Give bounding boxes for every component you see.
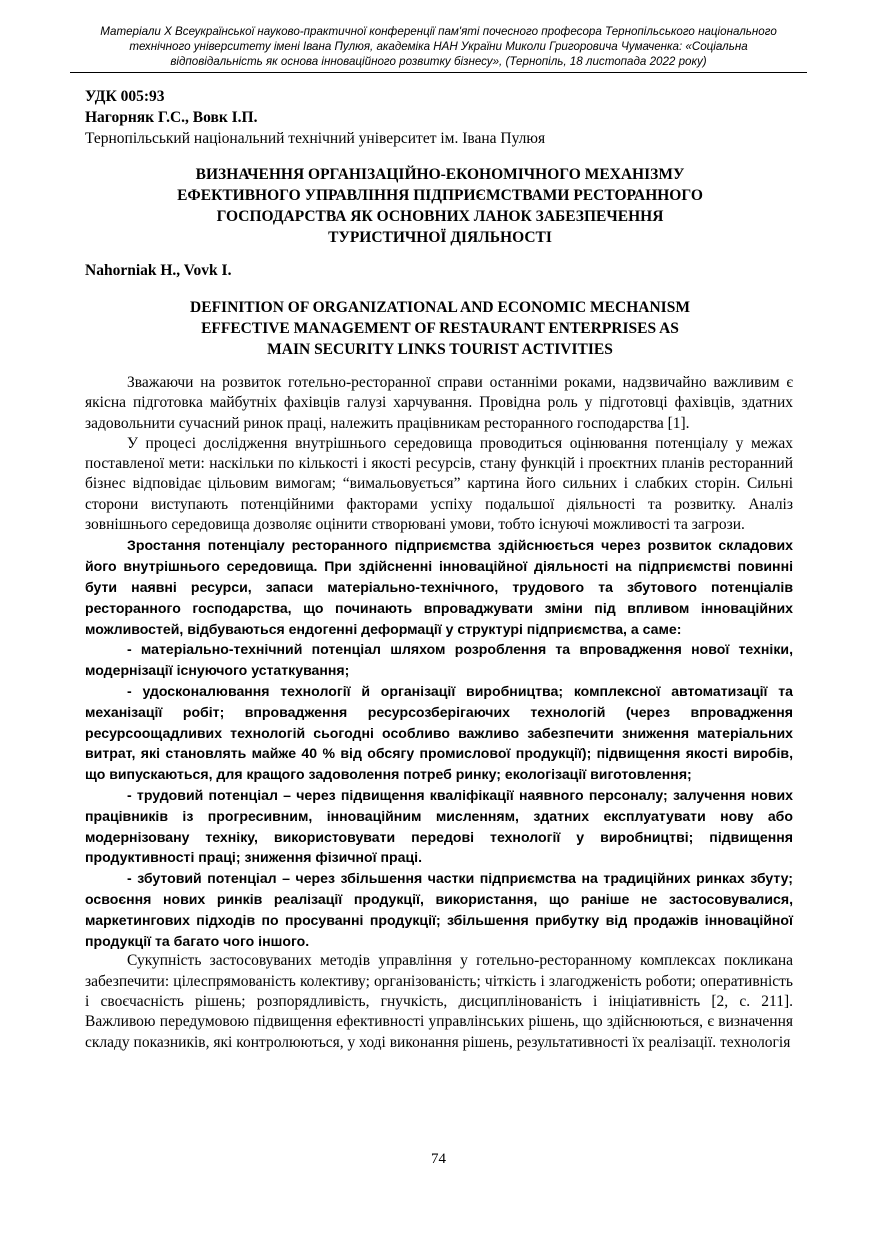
title-ua (80, 164, 800, 248)
title-en-line: EFFECTIVE MANAGEMENT OF RESTAURANT ENTERPRISES AS (201, 320, 679, 337)
conference-header-line: Матеріали X Всеукраїнської науково-практичної конференції пам'яті почесного професора Тернопільського національного (100, 25, 777, 38)
title-ua-line: ЕФЕКТИВНОГО УПРАВЛІННЯ ПІДПРИЄМСТВАМИ РЕСТОРАННОГО (177, 187, 703, 204)
list-item: - трудовий потенціал – через підвищення кваліфікації наявного персоналу; залучення нових працівників із прогресивним, інноваційним мисленням, здатних експлуатувати нову або модернізовану техніку, використовувати передові технології у виробництві; підвищення продуктивності праці; зниження фізичної праці. (85, 786, 793, 866)
udk-code: УДК 005:93 (85, 88, 165, 105)
list-item: - збутовий потенціал – через збільшення частки підприємства на традиційних ринках збуту; освоєння нових ринків реалізації продукції, використання, що раніше не застосовувалися, маркетингових підходів по просуванні продукції; збільшення прибутку від продажів інноваційної продукції та багато чого іншого. (85, 870, 793, 949)
title-ua-line: ГОСПОДАРСТВА ЯК ОСНОВНИХ ЛАНОК ЗАБЕЗПЕЧЕННЯ (216, 208, 664, 225)
body-paragraph: Зважаючи на розвиток готельно-ресторанної справи останніми роками, надзвичайно важливим є якісна підготовка майбутніх фахівців галузі харчування. Провідна роль у підготовці фахівців, здатних задовольнити сучасний ринок праці, належить працівникам ресторанного господарства [1]. (85, 374, 793, 432)
bold-section (85, 535, 793, 951)
list-item: - матеріально-технічний потенціал шляхом розроблення та впровадження нової техніки, модернізації існуючого устаткування; (85, 641, 793, 679)
body-paragraph: У процесі дослідження внутрішнього середовища проводиться оцінювання потенціалу у межах поставленої мети: наскільки по кількості і якості ресурсів, стану функцій і проєктних планів ресторанний бізнес відповідає цільовим вимогам; “вимальовується” картина його сильних і слабких сторін. Сильні сторони виступають потенційними факторами успіху подальшої діяльності та розвитку. Аналіз зовнішнього середовища дозволяє оцінити створювані умови, тобто існуючі можливості та загрози. (85, 434, 793, 534)
article-meta (85, 86, 805, 149)
title-en-line: DEFINITION OF ORGANIZATIONAL AND ECONOMIC MECHANISM (190, 299, 690, 316)
conference-header (70, 24, 807, 73)
authors-ua: Нагорняк Г.С., Вовк І.П. (85, 109, 258, 126)
title-en (80, 297, 800, 360)
title-ua-line: ТУРИСТИЧНОЇ ДІЯЛЬНОСТІ (328, 229, 552, 246)
body-paragraph: Сукупність застосовуваних методів управління у готельно-ресторанному комплексах покликана забезпечити: цілеспрямованість колективу; організованість; чіткість і злагодженість роботи; оперативність і своєчасність рішень; розпорядливість, гнучкість, дисциплінованість і ініціативність [2, с. 211]. Важливою передумовою підвищення ефективності управлінських рішень, що здійснюються, є визначення складу показників, які контролюються, у ході виконання рішень, результативності їх реалізації. технологія (85, 952, 793, 1051)
title-en-line: MAIN SECURITY LINKS TOURIST ACTIVITIES (267, 341, 613, 358)
article-body (85, 373, 793, 1053)
conference-header-line: відповідальність як основа інноваційного розвитку бізнесу», (Тернопіль, 18 листопада 2022 року) (170, 55, 707, 68)
list-item: - удосконалювання технології й організації виробництва; комплексної автоматизації та механізації робіт; впровадження ресурсозберігаючих технологій (через впровадження ресурсоощадливих технологій сьогодні особливо важливо забезпечити зниження матеріальних витрат, які становлять майже 40 % від обсягу промислової продукції); підвищення якості виробів, що випускаються, для кращого задоволення потреб ринку; екологізації виготовлення; (85, 682, 793, 783)
title-ua-line: ВИЗНАЧЕННЯ ОРГАНІЗАЦІЙНО-ЕКОНОМІЧНОГО МЕХАНІЗМУ (195, 166, 685, 183)
bold-intro-paragraph: Зростання потенціалу ресторанного підприємства здійснюється через розвиток складових його внутрішнього середовища. При здійсненні інноваційної діяльності на підприємстві повинні бути наявні ресурси, запаси матеріально-технічного, трудового та збутового потенціалів ресторанного господарства, що починають впроваджувати зміни під впливом інноваційних можливостей, відбуваються ендогенні деформації у структурі підприємства, а саме: (85, 537, 793, 637)
conference-header-line: технічного університету імені Івана Пулюя, академіка НАН України Миколи Григоровича Чумаченка: «Соціальна (129, 40, 748, 53)
page-number: 74 (431, 1151, 446, 1167)
authors-en: Nahorniak H., Vovk I. (85, 262, 232, 279)
affiliation: Тернопільський національний технічний університет ім. Івана Пулюя (85, 130, 546, 147)
